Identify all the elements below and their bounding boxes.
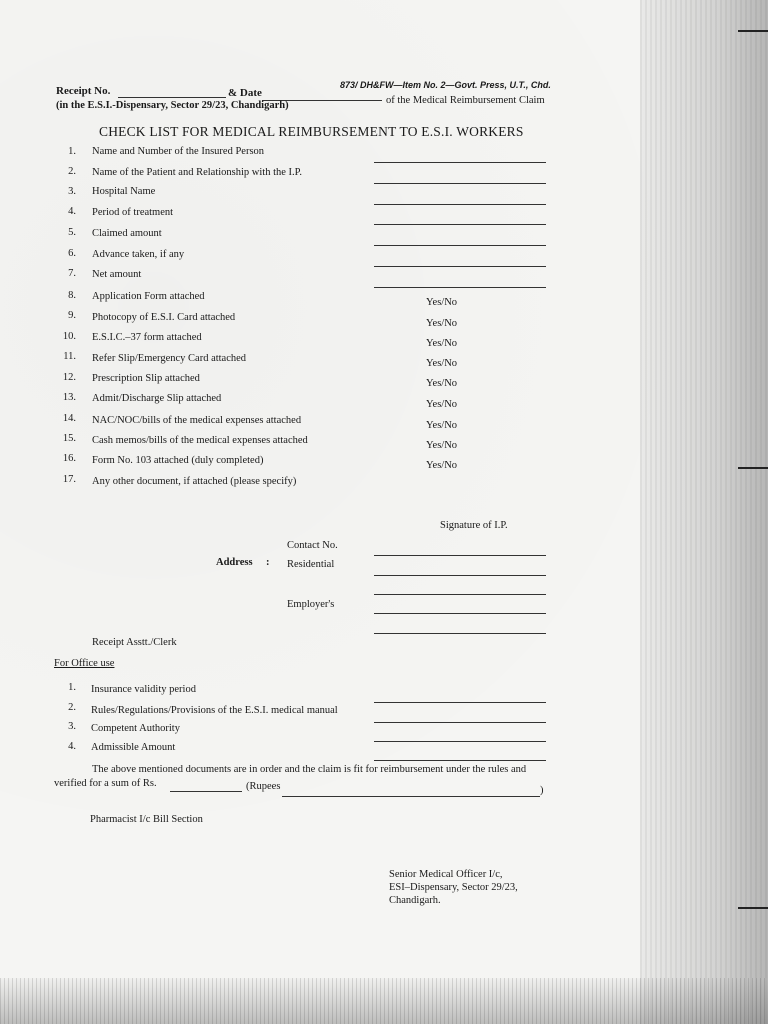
rupees-close: ) xyxy=(540,785,544,796)
receipt-clerk-label: Receipt Asstt./Clerk xyxy=(92,637,177,648)
item-label: Name of the Patient and Relationship with the I.P. xyxy=(92,167,302,178)
answer-line xyxy=(374,204,546,205)
yes-no-option: Yes/No xyxy=(426,440,458,451)
answer-line xyxy=(374,245,546,246)
dispensary-note: (in the E.S.I.-Dispensary, Sector 29/23, Chandigarh) xyxy=(56,100,289,111)
officer-city: Chandigarh. xyxy=(389,895,441,906)
item-label: NAC/NOC/bills of the medical expenses attached xyxy=(92,415,302,426)
yes-no-option: Yes/No xyxy=(426,297,458,308)
office-item-number: 4. xyxy=(68,741,76,752)
item-number: 1. xyxy=(68,146,76,157)
item-label: E.S.I.C.–37 form attached xyxy=(92,332,202,343)
yes-no-option: Yes/No xyxy=(426,378,458,389)
item-label: Name and Number of the Insured Person xyxy=(92,146,265,157)
item-number: 17. xyxy=(62,474,76,485)
yes-no-option: Yes/No xyxy=(426,399,458,410)
ip-signature-label: Signature of I.P. xyxy=(440,520,508,531)
item-label: Net amount xyxy=(92,269,142,280)
employers-line xyxy=(374,613,546,614)
address-label: Address xyxy=(216,557,253,568)
scan-shadow-bottom xyxy=(0,978,768,1024)
yes-no-option: Yes/No xyxy=(426,420,458,431)
answer-line xyxy=(374,162,546,163)
item-number: 15. xyxy=(62,433,76,444)
answer-line xyxy=(374,266,546,267)
item-label: Period of treatment xyxy=(92,207,174,218)
scan-mark xyxy=(738,467,768,469)
yes-no-option: Yes/No xyxy=(426,338,458,349)
item-number: 12. xyxy=(62,372,76,383)
item-label: Any other document, if attached (please specify) xyxy=(92,476,297,487)
office-item-label: Admissible Amount xyxy=(91,742,176,753)
item-number: 5. xyxy=(68,227,76,238)
office-item-label: Insurance validity period xyxy=(91,684,196,695)
press-note: 873/ DH&FW—Item No. 2—Govt. Press, U.T., Chd. xyxy=(340,80,551,90)
office-item-label: Competent Authority xyxy=(91,723,180,734)
rupees-blank xyxy=(282,796,540,797)
item-number: 9. xyxy=(68,310,76,321)
office-item-number: 3. xyxy=(68,721,76,732)
address-colon: : xyxy=(266,557,270,568)
item-label: Refer Slip/Emergency Card attached xyxy=(92,353,247,364)
scan-shadow-right xyxy=(640,0,768,1024)
yes-no-option: Yes/No xyxy=(426,460,458,471)
residential-line xyxy=(374,575,546,576)
claim-note: of the Medical Reimbursement Claim xyxy=(386,95,545,106)
office-use-heading: For Office use xyxy=(54,658,115,669)
office-answer-line xyxy=(374,760,546,761)
item-number: 8. xyxy=(68,290,76,301)
residential-label: Residential xyxy=(287,559,335,570)
item-number: 4. xyxy=(68,206,76,217)
yes-no-option: Yes/No xyxy=(426,318,458,329)
residential-line-2 xyxy=(374,594,546,595)
office-answer-line xyxy=(374,741,546,742)
item-number: 2. xyxy=(68,166,76,177)
item-number: 13. xyxy=(62,392,76,403)
item-label: Advance taken, if any xyxy=(92,249,185,260)
receipt-label: Receipt No. xyxy=(56,85,111,97)
item-number: 11. xyxy=(63,351,76,362)
employers-line-2 xyxy=(374,633,546,634)
yes-no-option: Yes/No xyxy=(426,358,458,369)
item-label: Prescription Slip attached xyxy=(92,373,200,384)
item-label: Cash memos/bills of the medical expenses attached xyxy=(92,435,308,446)
officer-title: Senior Medical Officer I/c, xyxy=(389,869,503,880)
statement-line-1: The above mentioned documents are in order and the claim is fit for reimbursement under the rules and xyxy=(92,764,527,775)
item-number: 6. xyxy=(68,248,76,259)
answer-line xyxy=(374,224,546,225)
page-title: CHECK LIST FOR MEDICAL REIMBURSEMENT TO E.S.I. WORKERS xyxy=(99,124,524,139)
item-number: 3. xyxy=(68,186,76,197)
date-label: & Date xyxy=(228,87,262,99)
item-label: Claimed amount xyxy=(92,228,162,239)
office-item-number: 1. xyxy=(68,682,76,693)
amount-blank xyxy=(170,791,242,792)
office-answer-line xyxy=(374,702,546,703)
contact-label: Contact No. xyxy=(287,540,338,551)
item-number: 10. xyxy=(62,331,76,342)
answer-line xyxy=(374,183,546,184)
receipt-number-blank xyxy=(118,97,226,98)
item-label: Photocopy of E.S.I. Card attached xyxy=(92,312,236,323)
item-number: 16. xyxy=(62,453,76,464)
rupees-label: (Rupees xyxy=(246,781,281,792)
item-number: 14. xyxy=(62,413,76,424)
answer-line xyxy=(374,287,546,288)
item-label: Form No. 103 attached (duly completed) xyxy=(92,455,264,466)
office-answer-line xyxy=(374,722,546,723)
employers-label: Employer's xyxy=(287,599,335,610)
scan-mark xyxy=(738,30,768,32)
contact-line xyxy=(374,555,546,556)
item-label: Admit/Discharge Slip attached xyxy=(92,393,222,404)
item-label: Application Form attached xyxy=(92,291,205,302)
item-label: Hospital Name xyxy=(92,186,156,197)
statement-line-2: verified for a sum of Rs. xyxy=(54,778,157,789)
scan-mark xyxy=(738,907,768,909)
officer-dispensary: ESI–Dispensary, Sector 29/23, xyxy=(389,882,518,893)
office-item-label: Rules/Regulations/Provisions of the E.S.I. medical manual xyxy=(91,705,338,716)
office-item-number: 2. xyxy=(68,702,76,713)
item-number: 7. xyxy=(68,268,76,279)
pharmacist-label: Pharmacist I/c Bill Section xyxy=(90,814,203,825)
